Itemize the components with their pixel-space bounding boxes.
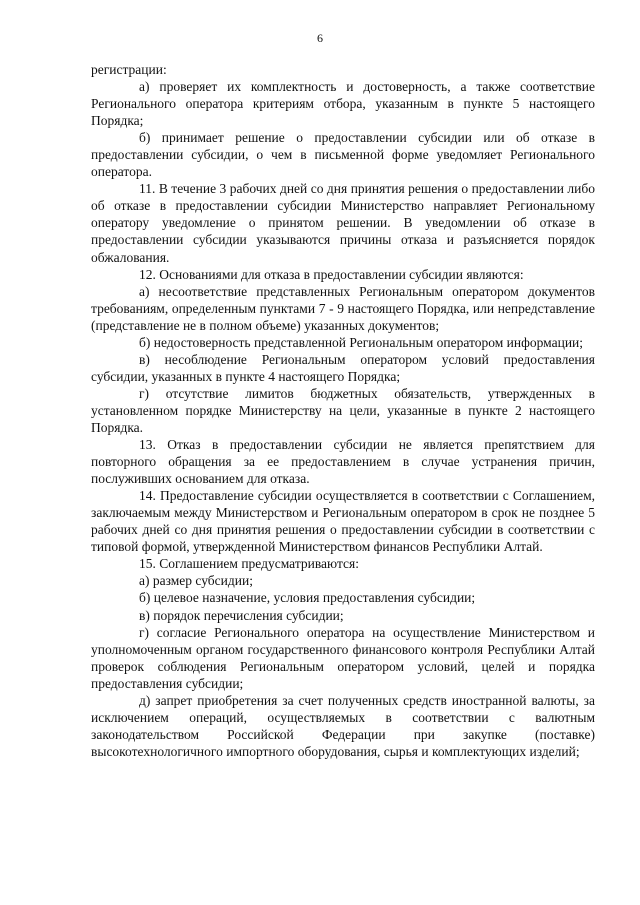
paragraph-15: 15. Соглашением предусматриваются:: [139, 556, 359, 572]
paragraph-12: 12. Основаниями для отказа в предоставлении субсидии являются:: [139, 266, 524, 282]
paragraph-13: 13. Отказ в предоставлении субсидии не является препятствием для повторного обращения за ее предоставлением в случае устранения причин, послуживших основанием для отказа.: [91, 437, 595, 487]
paragraph-12d: г) отсутствие лимитов бюджетных обязательств, утвержденных в установленном порядке Министерству на цели, указанные в пункте 2 настоящего Порядка.: [91, 385, 595, 435]
paragraph-12b: б) недостоверность представленной Региональным оператором информации;: [139, 334, 584, 350]
paragraph-12a: а) несоответствие представленных Региональным оператором документов требованиям, определенным пунктами 7 - 9 настоящего Порядка, или непредставление (представление не в полном объеме) указанных документов;: [91, 283, 595, 333]
paragraph-10a: а) проверяет их комплектность и достоверность, а также соответствие Регионального оператора критериям отбора, указанным в пункте 5 настоящего Порядка;: [91, 79, 595, 129]
paragraph-15b: б) целевое назначение, условия предоставления субсидии;: [139, 590, 476, 606]
paragraph-15c: в) порядок перечисления субсидии;: [139, 607, 344, 623]
paragraph-10b: б) принимает решение о предоставлении субсидии или об отказе в предоставлении субсидии, о чем в письменной форме уведомляет Регионального оператора.: [91, 130, 595, 180]
paragraph-continuation: регистрации:: [91, 62, 167, 77]
paragraph-15a: а) размер субсидии;: [139, 573, 253, 589]
paragraph-11: 11. В течение 3 рабочих дней со дня принятия решения о предоставлении либо об отказе в предоставлении субсидии Министерство направляет Региональному оператору уведомление о принятом решении. В уведомлении об отказе в предоставлении субсидии указываются причины отказа и разъясняется порядок обжалования.: [91, 181, 595, 265]
paragraph-14: 14. Предоставление субсидии осуществляется в соответствии с Соглашением, заключаемым между Министерством и Региональным оператором в срок не позднее 5 рабочих дней со дня принятия решения о предоставлении субсидии в соответствии с типовой формой, утвержденной Министерством финансов Республики Алтай.: [91, 488, 595, 555]
paragraph-15d: г) согласие Регионального оператора на осуществление Министерством и уполномоченным органом государственного финансового контроля Республики Алтай проверок соблюдения Региональным оператором условий, целей и порядка предоставления субсидии;: [91, 624, 595, 691]
page-number: 6: [317, 31, 323, 45]
document-body: [91, 61, 595, 760]
paragraph-15e: д) запрет приобретения за счет полученных средств иностранной валюты, за исключением операций, осуществляемых в соответствии с валютным законодательством Российской Федерации при закупке (поставке) высокотехнологичного импортного оборудования, сырья и комплектующих изделий;: [91, 692, 595, 759]
paragraph-12c: в) несоблюдение Региональным оператором условий предоставления субсидии, указанных в пункте 4 настоящего Порядка;: [91, 351, 595, 384]
